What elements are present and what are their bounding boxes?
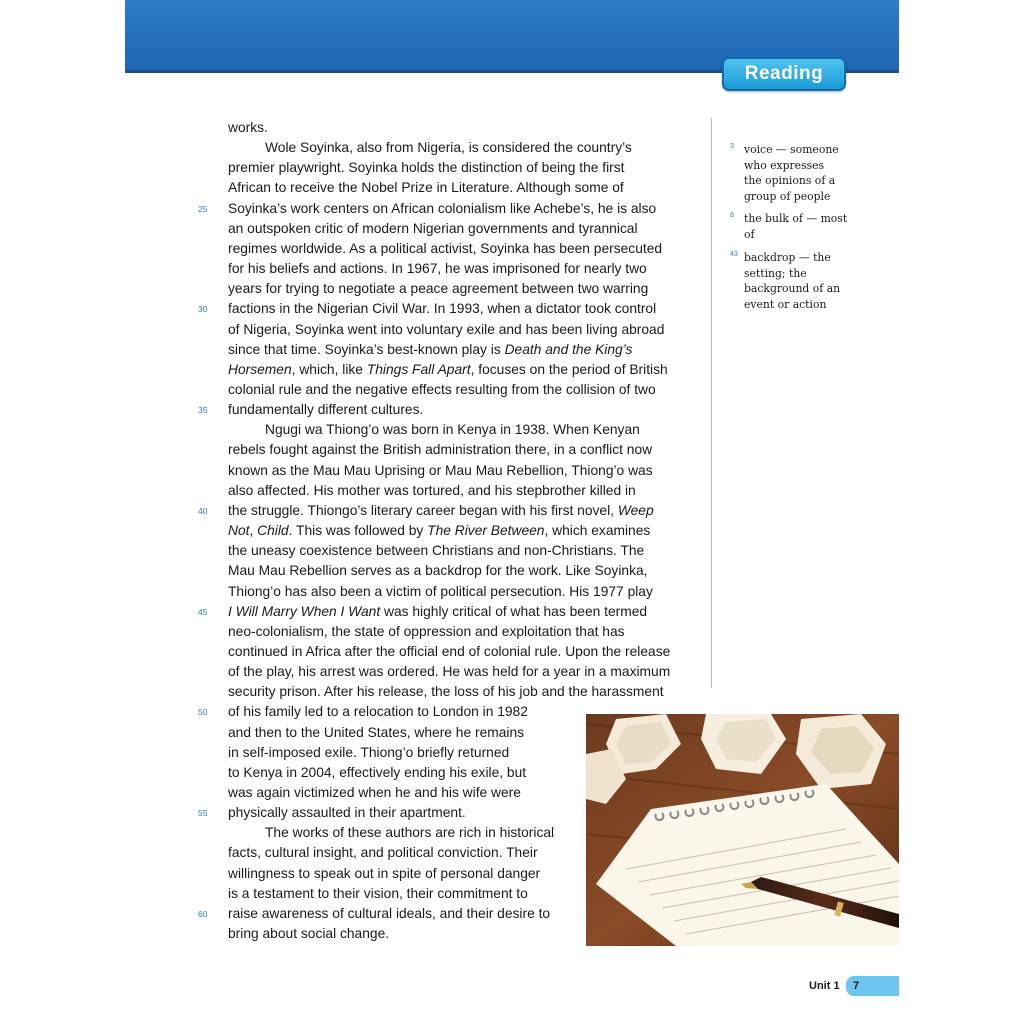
passage-text: Wole Soyinka, also from Nigeria, is considered the country’s bbox=[265, 140, 632, 156]
section-tab-reading: Reading bbox=[722, 57, 846, 91]
line-number: 40 bbox=[198, 505, 208, 516]
passage-text: years for trying to negotiate a peace agreement between two warring bbox=[228, 281, 649, 297]
passage-line bbox=[228, 582, 653, 602]
glossary-definition-line: event or action bbox=[744, 297, 827, 311]
passage-text: raise awareness of cultural ideals, and their desire to bbox=[228, 905, 551, 921]
passage-line bbox=[228, 340, 632, 360]
passage-text: , focuses on the period of British bbox=[470, 361, 668, 377]
passage-italic: The River Between bbox=[427, 523, 545, 538]
passage-line bbox=[228, 400, 423, 420]
passage-italic: Weep bbox=[617, 502, 654, 518]
passage-text: an outspoken critic of modern Nigerian governments and tyrannical bbox=[228, 220, 638, 236]
glossary-definition-line: the bulk of — most bbox=[744, 212, 848, 225]
passage-line bbox=[228, 743, 509, 763]
passage-line bbox=[228, 864, 540, 884]
passage-text: facts, cultural insight, and political conviction. Their bbox=[228, 845, 538, 861]
notepad-pen-image bbox=[586, 714, 899, 946]
passage-line bbox=[228, 158, 624, 178]
passage-text: African to receive the Nobel Prize in Literature. Although some of bbox=[228, 180, 624, 196]
passage-text: . This was followed by bbox=[288, 523, 428, 538]
passage-line bbox=[265, 138, 632, 158]
passage-line bbox=[228, 299, 656, 319]
passage-line bbox=[228, 803, 466, 823]
passage-italic: Child bbox=[257, 523, 289, 538]
glossary-definition-line: setting; the bbox=[744, 266, 807, 280]
passage-text: neo-colonialism, the state of oppression and exploitation that has bbox=[228, 623, 625, 639]
footer-unit-label: Unit 1 bbox=[809, 980, 840, 992]
glossary-line-ref: 8 bbox=[730, 212, 734, 219]
glossary-definition-line: background of an bbox=[744, 282, 841, 296]
passage-italic: Things Fall Apart bbox=[366, 361, 471, 377]
glossary-definition-line: voice — someone bbox=[744, 143, 839, 156]
passage-line bbox=[228, 602, 647, 622]
glossary-line-ref: 43 bbox=[730, 251, 738, 258]
passage-text: was highly critical of what has been termed bbox=[380, 603, 648, 619]
passage-line bbox=[228, 541, 644, 561]
glossary-definition-line: of bbox=[744, 227, 755, 241]
glossary-definition-line: group of people bbox=[744, 189, 831, 203]
passage-text: rebels fought against the British administration there, in a conflict now bbox=[228, 442, 653, 458]
passage-line bbox=[228, 904, 550, 924]
glossary-divider bbox=[711, 118, 712, 688]
passage-text: premier playwright. Soyinka holds the distinction of being the first bbox=[228, 160, 625, 176]
passage-italic: Death and the King’s bbox=[504, 341, 633, 357]
line-number: 60 bbox=[198, 908, 208, 919]
glossary-definition-line: backdrop — the bbox=[744, 251, 831, 264]
line-number: 55 bbox=[198, 808, 208, 819]
passage-line bbox=[228, 521, 650, 541]
passage-line bbox=[228, 118, 268, 138]
line-number: 30 bbox=[198, 304, 208, 315]
passage-text: continued in Africa after the official end of colonial rule. Upon the release bbox=[228, 643, 671, 659]
passage-text: of Nigeria, Soyinka went into voluntary exile and has been living abroad bbox=[228, 321, 665, 337]
passage-line bbox=[228, 702, 528, 722]
passage-line bbox=[228, 178, 624, 198]
passage-italic: Not bbox=[228, 523, 250, 538]
passage-italic: I Will Marry When I Want bbox=[228, 603, 381, 619]
passage-text: fundamentally different cultures. bbox=[228, 402, 424, 418]
passage-line bbox=[265, 420, 640, 440]
glossary-definition-line: the opinions of a bbox=[744, 174, 836, 188]
passage-text: since that time. Soyinka’s best-known play is bbox=[228, 341, 505, 357]
line-number: 35 bbox=[198, 405, 208, 416]
passage-text: , bbox=[249, 523, 258, 538]
passage-text: security prison. After his release, the loss of his job and the harassment bbox=[228, 684, 664, 700]
passage-text: physically assaulted in their apartment. bbox=[228, 805, 466, 821]
passage-line bbox=[228, 924, 389, 944]
passage-text: the struggle. Thiongo’s literary career began with his first novel, bbox=[228, 502, 618, 518]
passage-line bbox=[228, 219, 638, 239]
passage-line bbox=[228, 481, 636, 501]
passage-text: also affected. His mother was tortured, and his stepbrother killed in bbox=[228, 482, 636, 498]
passage-italic: Horsemen bbox=[228, 361, 292, 377]
passage-text: bring about social change. bbox=[228, 926, 390, 941]
passage-text: the uneasy coexistence between Christians and non-Christians. The bbox=[228, 543, 645, 559]
passage-line bbox=[228, 682, 664, 702]
passage-line bbox=[228, 461, 653, 481]
passage-text: willingness to speak out in spite of personal danger bbox=[228, 865, 541, 881]
passage-text: for his beliefs and actions. In 1967, he was imprisoned for nearly two bbox=[228, 261, 647, 276]
passage-line bbox=[228, 622, 625, 642]
passage-text: Mau Mau Rebellion serves as a backdrop for the work. Like Soyinka, bbox=[228, 563, 648, 579]
passage-text: regimes worldwide. As a political activist, Soyinka has been persecuted bbox=[228, 240, 663, 256]
line-number: 50 bbox=[198, 707, 208, 718]
passage-line bbox=[228, 320, 664, 340]
page-number: 7 bbox=[853, 980, 860, 992]
passage-text: is a testament to their vision, their commitment to bbox=[228, 885, 528, 901]
passage-line bbox=[228, 662, 670, 682]
line-number: 25 bbox=[198, 203, 208, 214]
passage-line bbox=[228, 501, 654, 521]
glossary-line-ref: 3 bbox=[730, 143, 734, 150]
line-number: 45 bbox=[198, 606, 208, 617]
passage-text: Ngugi wa Thiong’o was born in Kenya in 1938. When Kenyan bbox=[265, 422, 640, 438]
passage-line bbox=[228, 380, 656, 400]
passage-text: Soyinka’s work centers on African colonialism like Achebe’s, he is also bbox=[228, 200, 657, 216]
passage-line bbox=[228, 763, 526, 783]
passage-text: of his family led to a relocation to London in 1982 bbox=[228, 704, 528, 720]
passage-text: , which, like bbox=[291, 361, 367, 377]
passage-line bbox=[228, 199, 656, 219]
passage-line bbox=[228, 360, 668, 380]
passage-text: in self-imposed exile. Thiong’o briefly returned bbox=[228, 744, 510, 760]
passage-text: The works of these authors are rich in historical bbox=[265, 825, 555, 841]
passage-line bbox=[228, 723, 524, 743]
passage-line bbox=[228, 561, 647, 581]
passage-line bbox=[228, 279, 648, 299]
passage-line bbox=[228, 884, 528, 904]
glossary-definition-line: who expresses bbox=[744, 158, 825, 172]
passage-line bbox=[265, 823, 554, 843]
passage-text: , which examines bbox=[544, 523, 651, 538]
passage-text: known as the Mau Mau Uprising or Mau Mau Rebellion, Thiong’o was bbox=[228, 462, 653, 478]
passage-text: Thiong’o has also been a victim of political persecution. His 1977 play bbox=[228, 583, 653, 599]
passage-line bbox=[228, 440, 652, 460]
passage-text: works. bbox=[228, 120, 268, 135]
passage-line bbox=[228, 843, 538, 863]
passage-text: to Kenya in 2004, effectively ending his exile, but bbox=[228, 764, 527, 780]
passage-line bbox=[228, 783, 521, 803]
notepad-photo bbox=[586, 714, 899, 946]
passage-text: was again victimized when he and his wife were bbox=[228, 784, 521, 800]
passage-line bbox=[228, 642, 670, 662]
passage-line bbox=[228, 259, 647, 279]
passage-text: and then to the United States, where he remains bbox=[228, 724, 525, 740]
passage-text: factions in the Nigerian Civil War. In 1993, when a dictator took control bbox=[228, 301, 657, 317]
passage-text: colonial rule and the negative effects resulting from the collision of two bbox=[228, 381, 656, 397]
passage-line bbox=[228, 239, 662, 259]
passage-text: of the play, his arrest was ordered. He was held for a year in a maximum bbox=[228, 664, 671, 679]
